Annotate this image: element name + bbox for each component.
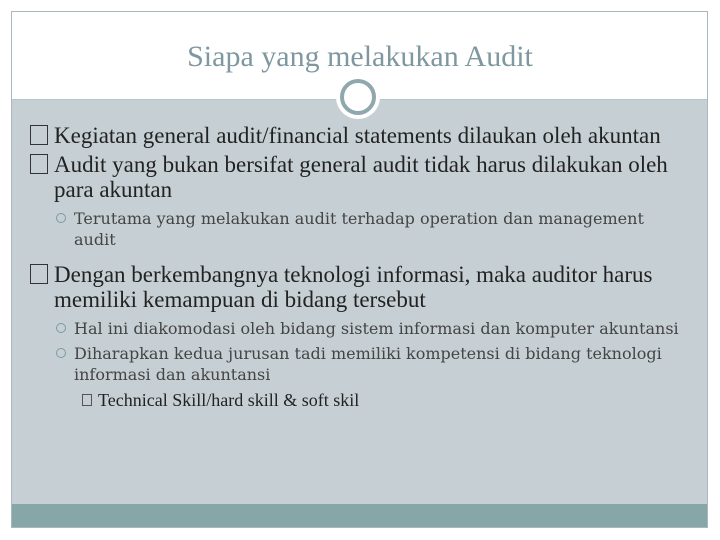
square-bullet-icon (30, 264, 48, 284)
bullet-1 (30, 123, 690, 148)
sub-bullet-text: Diharapkan kedua jurusan tadi memiliki kompetensi di bidang teknologi informasi dan akuntansi (74, 344, 662, 384)
circle-bullet-icon (56, 348, 66, 358)
slide-title: Siapa yang melakukan Audit (187, 40, 533, 73)
circle-bullet-icon (56, 323, 66, 333)
bullet-text: Dengan berkembangnya teknologi informasi, maka auditor harus memiliki kemampuan di bidang tersebut (54, 262, 653, 312)
bottom-bar (12, 504, 707, 527)
sub-bullet-text: Hal ini diakomodasi oleh bidang sistem informasi dan komputer akuntansi (74, 319, 679, 338)
square-bullet-icon (82, 394, 92, 406)
sub-bullet-3-2 (30, 343, 690, 385)
sub-bullet-text: Terutama yang melakukan audit terhadap operation dan management audit (74, 209, 644, 249)
square-bullet-icon (30, 125, 48, 145)
slide-content (30, 123, 690, 411)
sub-bullet-3-1 (30, 318, 690, 339)
square-bullet-icon (30, 154, 48, 174)
sub-sub-bullet-text: Technical Skill/hard skill & soft skil (98, 390, 360, 410)
bullet-2 (30, 152, 690, 202)
divider-ring-icon (340, 79, 376, 115)
bullet-text: Kegiatan general audit/financial statements dilaukan oleh akuntan (54, 123, 661, 148)
bullet-3 (30, 262, 690, 312)
bullet-text: Audit yang bukan bersifat general audit tidak harus dilakukan oleh para akuntan (54, 152, 668, 202)
sub-sub-bullet-3-2-1 (30, 389, 690, 411)
circle-bullet-icon (56, 213, 66, 223)
sub-bullet-2-1 (30, 208, 690, 250)
